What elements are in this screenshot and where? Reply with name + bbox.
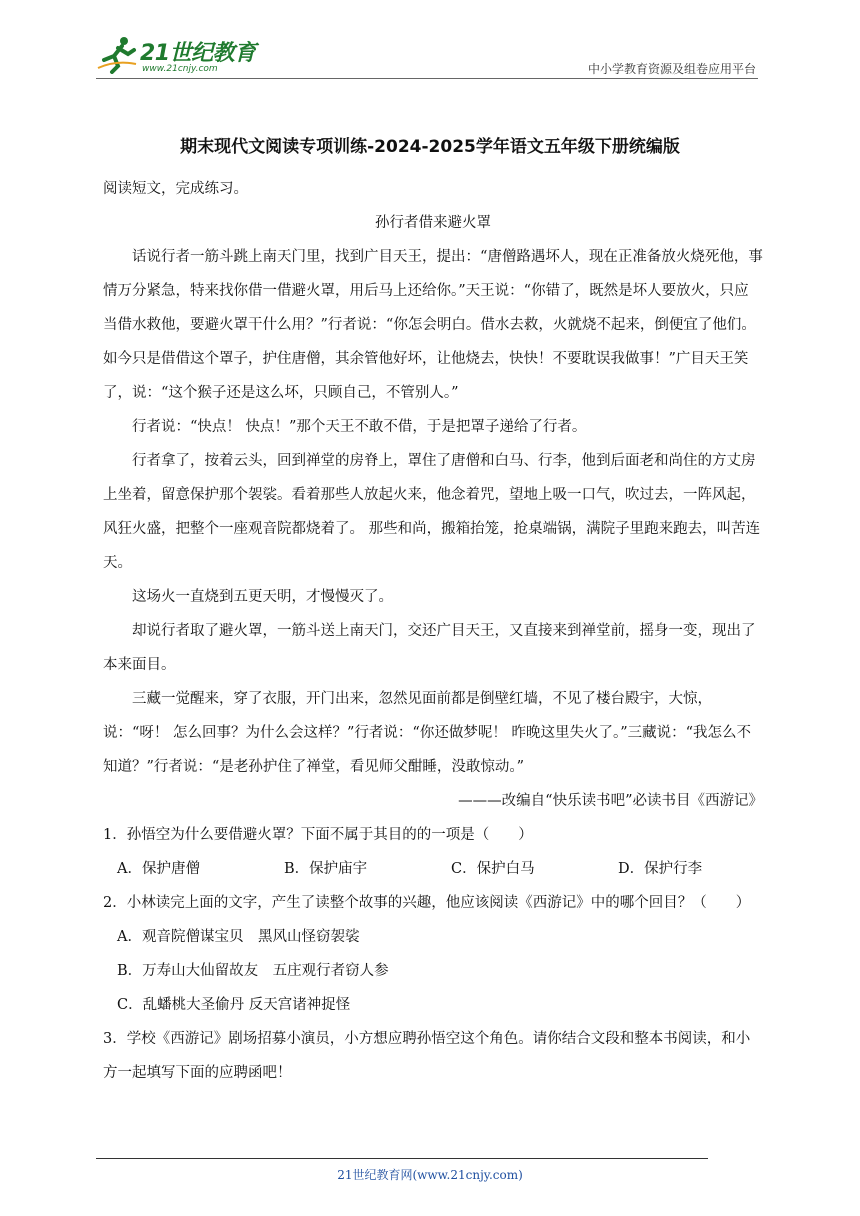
option-c: C．乱蟠桃大圣偷丹 反天宫诸神捉怪	[117, 997, 351, 1013]
passage-heading: 孙行者借来避火罩	[375, 215, 491, 231]
header-divider	[96, 78, 758, 79]
passage-paragraph: 三藏一觉醒来，穿了衣服，开门出来，忽然见面前都是倒壁红墙，不见了楼台殿宇，大惊，说：“呀！ 怎么回事？为什么会这样？”行者说：“你还做梦呢！ 昨晚这里失火了。”三藏说：“我怎么不知道？”行者说：“是老孙护住了禅堂，看见师父酣睡，没敢惊动。”	[103, 691, 752, 775]
question-1-stem: 1．孙悟空为什么要借避火罩？下面不属于其目的的一项是（ ）	[103, 827, 533, 843]
passage-paragraph: 话说行者一筋斗跳上南天门里，找到广目天王，提出：“唐僧路遇坏人，现在正准备放火烧死他，事情万分紧急，特来找你借一借避火罩，用后马上还给你。”天王说：“你错了，既然是坏人要放火，只应当借水救他，要避火罩干什么用？”行者说：“你怎会明白。借水去救，火就烧不起来，倒便宜了他们。如今只是借借这个罩子，护住唐僧，其余管他好坏，让他烧去，快快！不要耽误我做事！”广目天王笑了，说：“这个猴子还是这么坏，只顾自己，不管别人。”	[103, 249, 763, 401]
option-b: B．保护庙宇	[284, 861, 368, 877]
passage-paragraph: 却说行者取了避火罩，一筋斗送上南天门，交还广目天王，又直接来到禅堂前，摇身一变，现出了本来面目。	[103, 623, 756, 673]
platform-name: 中小学教育资源及组卷应用平台	[587, 62, 756, 76]
option-a: A．观音院僧谋宝贝 黑风山怪窃袈裟	[117, 929, 360, 945]
logo-text: 21世纪教育	[140, 41, 256, 66]
instruction: 阅读短文，完成练习。	[103, 181, 248, 197]
logo-url: www.21cnjy.com	[142, 64, 218, 74]
option-a: A．保护唐僧	[117, 861, 200, 877]
passage-paragraph: 行者说：“快点！ 快点！”那个天王不敢不借，于是把罩子递给了行者。	[132, 419, 587, 435]
option-c: C．保护白马	[451, 861, 535, 877]
question-3-stem: 3．学校《西游记》剧场招募小演员，小方想应聘孙悟空这个角色。请你结合文段和整本书阅读，和小方一起填写下面的应聘函吧！	[103, 1031, 751, 1081]
document-body	[103, 172, 763, 1090]
page-title: 期末现代文阅读专项训练-2024-2025学年语文五年级下册统编版	[180, 137, 680, 157]
question-1-options	[103, 852, 763, 886]
option-b: B．万寿山大仙留故友 五庄观行者窃人参	[117, 963, 389, 979]
passage-paragraph: 这场火一直烧到五更天明，才慢慢灭了。	[132, 589, 393, 605]
option-d: D．保护行李	[618, 861, 703, 877]
footer-divider	[96, 1158, 708, 1159]
page-footer: 21世纪教育网(www.21cnjy.com)	[337, 1168, 523, 1182]
page-header	[0, 0, 860, 90]
passage-source: ———改编自“快乐读书吧”必读书目《西游记》	[458, 793, 763, 809]
question-2-stem: 2．小林读完上面的文字，产生了读整个故事的兴趣，他应该阅读《西游记》中的哪个回目？（ ）	[103, 895, 751, 911]
runner-logo-icon	[96, 34, 140, 74]
passage-paragraph: 行者拿了，按着云头，回到禅堂的房脊上，罩住了唐僧和白马、行李，他到后面老和尚住的方丈房上坐着，留意保护那个袈裟。看着那些人放起火来，他念着咒，望地上吸一口气，吹过去，一阵风起，风狂火盛，把整个一座观音院都烧着了。 那些和尚，搬箱抬笼，抢桌端锅，满院子里跑来跑去，叫苦连天。	[103, 453, 761, 571]
brand-logo	[96, 34, 266, 80]
